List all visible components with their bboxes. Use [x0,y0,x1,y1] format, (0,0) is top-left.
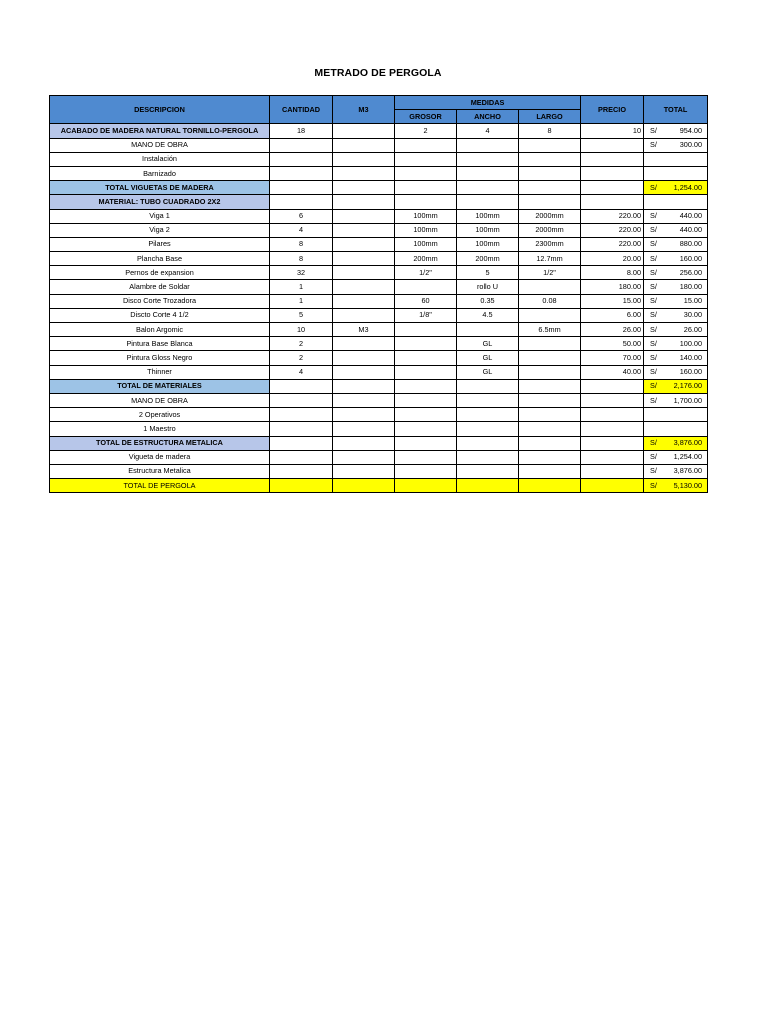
header-precio: PRECIO [581,96,644,124]
cell-grosor [395,464,457,478]
cell-descripcion: Pintura Base Blanca [50,337,270,351]
cell-cantidad [270,393,333,407]
cell-descripcion: Viga 1 [50,209,270,223]
cell-precio [581,166,644,180]
cell-grosor [395,166,457,180]
currency-symbol: S/ [650,438,657,448]
cell-total [644,393,708,407]
cell-grosor [395,337,457,351]
cell-ancho [457,323,519,337]
table-row [50,166,708,180]
cell-cantidad [270,138,333,152]
cell-m3 [333,294,395,308]
currency-symbol: S/ [650,452,657,462]
cell-m3 [333,351,395,365]
cell-precio: 6.00 [581,308,644,322]
cell-precio: 180.00 [581,280,644,294]
cell-total [644,479,708,493]
cell-ancho: 0.35 [457,294,519,308]
table-row [50,181,708,195]
cell-ancho: rollo U [457,280,519,294]
cell-precio: 10 [581,124,644,138]
cell-largo [519,351,581,365]
cell-ancho [457,450,519,464]
cell-precio [581,450,644,464]
cell-largo [519,450,581,464]
cell-total [644,408,708,422]
currency-symbol: S/ [650,466,657,476]
table-row [50,152,708,166]
cell-largo [519,181,581,195]
cell-grosor: 100mm [395,223,457,237]
metrado-table [49,95,708,493]
header-descripcion: DESCRIPCION [50,96,270,124]
cell-descripcion: Pernos de expansion [50,266,270,280]
cell-descripcion: MANO DE OBRA [50,393,270,407]
cell-total [644,138,708,152]
cell-cantidad [270,408,333,422]
table-row [50,308,708,322]
cell-total [644,252,708,266]
cell-grosor [395,393,457,407]
table-row [50,436,708,450]
cell-ancho: 200mm [457,252,519,266]
cell-m3 [333,223,395,237]
table-row [50,124,708,138]
cell-descripcion: TOTAL VIGUETAS DE MADERA [50,181,270,195]
cell-precio: 20.00 [581,252,644,266]
cell-largo [519,379,581,393]
total-amount: 256.00 [679,267,703,277]
cell-cantidad: 10 [270,323,333,337]
cell-ancho [457,436,519,450]
cell-m3 [333,365,395,379]
cell-cantidad: 32 [270,266,333,280]
cell-largo [519,138,581,152]
cell-ancho: GL [457,365,519,379]
currency-symbol: S/ [650,381,657,391]
currency-symbol: S/ [650,267,657,277]
table-row [50,280,708,294]
cell-cantidad [270,436,333,450]
cell-precio [581,464,644,478]
cell-total [644,223,708,237]
cell-cantidad [270,450,333,464]
total-amount: 880.00 [679,239,703,249]
cell-m3 [333,450,395,464]
cell-cantidad: 4 [270,365,333,379]
cell-descripcion: Pintura Gloss Negro [50,351,270,365]
total-amount: 15.00 [683,296,703,306]
total-amount: 1,700.00 [673,395,703,405]
cell-ancho: 4.5 [457,308,519,322]
cell-ancho: 100mm [457,237,519,251]
cell-descripcion: Pilares [50,237,270,251]
currency-symbol: S/ [650,367,657,377]
cell-precio [581,379,644,393]
cell-total [644,450,708,464]
cell-descripcion: Barnizado [50,166,270,180]
cell-ancho [457,464,519,478]
cell-cantidad [270,195,333,209]
total-amount: 3,876.00 [673,438,703,448]
cell-total [644,209,708,223]
cell-m3 [333,436,395,450]
total-amount: 440.00 [679,211,703,221]
cell-grosor [395,152,457,166]
cell-cantidad: 1 [270,280,333,294]
currency-symbol: S/ [650,395,657,405]
cell-largo: 8 [519,124,581,138]
table-row [50,195,708,209]
header-row [50,96,708,110]
cell-largo [519,280,581,294]
currency-symbol: S/ [650,338,657,348]
header-total: TOTAL [644,96,708,124]
cell-grosor [395,351,457,365]
cell-precio [581,408,644,422]
cell-cantidad: 5 [270,308,333,322]
cell-total [644,365,708,379]
table-row [50,252,708,266]
cell-m3: M3 [333,323,395,337]
table-row [50,223,708,237]
cell-grosor: 1/2" [395,266,457,280]
cell-ancho [457,138,519,152]
cell-precio [581,436,644,450]
cell-grosor: 200mm [395,252,457,266]
total-amount: 5,130.00 [673,480,703,490]
cell-cantidad [270,464,333,478]
currency-symbol: S/ [650,310,657,320]
cell-m3 [333,166,395,180]
page-title: METRADO DE PERGOLA [314,67,442,79]
cell-total [644,266,708,280]
table-row [50,464,708,478]
cell-grosor [395,408,457,422]
currency-symbol: S/ [650,480,657,490]
cell-m3 [333,181,395,195]
cell-largo [519,436,581,450]
cell-m3 [333,408,395,422]
cell-m3 [333,124,395,138]
cell-cantidad: 6 [270,209,333,223]
cell-ancho [457,195,519,209]
cell-precio: 220.00 [581,209,644,223]
currency-symbol: S/ [650,125,657,135]
cell-ancho: GL [457,337,519,351]
cell-cantidad [270,181,333,195]
cell-grosor [395,450,457,464]
cell-descripcion: Balon Argomic [50,323,270,337]
cell-largo: 12.7mm [519,252,581,266]
cell-largo [519,408,581,422]
cell-largo [519,166,581,180]
cell-cantidad: 8 [270,237,333,251]
cell-m3 [333,209,395,223]
currency-symbol: S/ [650,282,657,292]
total-amount: 440.00 [679,225,703,235]
currency-symbol: S/ [650,225,657,235]
cell-descripcion: TOTAL DE ESTRUCTURA METALICA [50,436,270,450]
cell-m3 [333,464,395,478]
cell-descripcion: MANO DE OBRA [50,138,270,152]
table-body [50,124,708,493]
table-row [50,408,708,422]
cell-descripcion: Disco Corte Trozadora [50,294,270,308]
cell-largo [519,195,581,209]
cell-grosor [395,422,457,436]
cell-cantidad [270,379,333,393]
cell-largo: 2000mm [519,223,581,237]
cell-largo [519,308,581,322]
cell-precio [581,393,644,407]
cell-total [644,436,708,450]
currency-symbol: S/ [650,296,657,306]
cell-ancho [457,181,519,195]
cell-precio: 15.00 [581,294,644,308]
cell-largo: 2000mm [519,209,581,223]
cell-descripcion: 1 Maestro [50,422,270,436]
cell-ancho [457,152,519,166]
cell-total [644,308,708,322]
cell-largo: 2300mm [519,237,581,251]
header-m3: M3 [333,96,395,124]
cell-total [644,464,708,478]
cell-precio [581,422,644,436]
cell-precio [581,152,644,166]
cell-ancho [457,422,519,436]
cell-grosor: 60 [395,294,457,308]
header-largo: LARGO [519,110,581,124]
cell-m3 [333,152,395,166]
cell-ancho [457,393,519,407]
cell-m3 [333,422,395,436]
cell-descripcion: Plancha Base [50,252,270,266]
cell-m3 [333,379,395,393]
cell-ancho [457,408,519,422]
cell-precio [581,195,644,209]
total-amount: 300.00 [679,140,703,150]
cell-precio: 26.00 [581,323,644,337]
cell-precio [581,479,644,493]
cell-grosor [395,436,457,450]
table-row [50,337,708,351]
table-row [50,393,708,407]
cell-cantidad: 4 [270,223,333,237]
currency-symbol: S/ [650,324,657,334]
total-amount: 140.00 [679,352,703,362]
cell-largo [519,422,581,436]
currency-symbol: S/ [650,352,657,362]
cell-total [644,294,708,308]
cell-descripcion: MATERIAL: TUBO CUADRADO 2X2 [50,195,270,209]
cell-precio: 50.00 [581,337,644,351]
table-row [50,266,708,280]
cell-largo: 0.08 [519,294,581,308]
table-row [50,237,708,251]
cell-ancho [457,479,519,493]
total-amount: 160.00 [679,367,703,377]
cell-descripcion: Estructura Metalica [50,464,270,478]
cell-m3 [333,308,395,322]
currency-symbol: S/ [650,140,657,150]
table-row [50,209,708,223]
cell-grosor [395,323,457,337]
cell-m3 [333,266,395,280]
table-row [50,365,708,379]
cell-largo [519,464,581,478]
cell-descripcion: Alambre de Soldar [50,280,270,294]
cell-total [644,280,708,294]
table-row [50,138,708,152]
cell-descripcion: TOTAL DE PERGOLA [50,479,270,493]
cell-grosor [395,365,457,379]
cell-m3 [333,337,395,351]
cell-descripcion: TOTAL DE MATERIALES [50,379,270,393]
total-amount: 100.00 [679,338,703,348]
cell-precio [581,181,644,195]
cell-largo [519,479,581,493]
cell-grosor: 100mm [395,237,457,251]
cell-descripcion: ACABADO DE MADERA NATURAL TORNILLO-PERGOLA [50,124,270,138]
cell-descripcion: Viga 2 [50,223,270,237]
cell-ancho [457,379,519,393]
total-amount: 3,876.00 [673,466,703,476]
cell-total [644,323,708,337]
cell-cantidad [270,479,333,493]
cell-m3 [333,280,395,294]
cell-total [644,379,708,393]
cell-ancho: 100mm [457,209,519,223]
cell-grosor: 2 [395,124,457,138]
cell-grosor [395,138,457,152]
cell-cantidad: 1 [270,294,333,308]
cell-grosor [395,280,457,294]
cell-largo [519,365,581,379]
cell-grosor [395,181,457,195]
cell-m3 [333,393,395,407]
cell-m3 [333,479,395,493]
total-amount: 160.00 [679,253,703,263]
total-amount: 2,176.00 [673,381,703,391]
cell-total [644,152,708,166]
table-row [50,294,708,308]
cell-m3 [333,252,395,266]
cell-cantidad: 8 [270,252,333,266]
cell-descripcion: Discto Corte 4 1/2 [50,308,270,322]
cell-cantidad [270,152,333,166]
cell-cantidad: 18 [270,124,333,138]
table-row [50,323,708,337]
cell-precio: 220.00 [581,237,644,251]
cell-total [644,195,708,209]
cell-largo: 6.5mm [519,323,581,337]
currency-symbol: S/ [650,182,657,192]
cell-total [644,166,708,180]
currency-symbol: S/ [650,211,657,221]
cell-precio: 8.00 [581,266,644,280]
cell-total [644,181,708,195]
cell-total [644,237,708,251]
cell-grosor [395,379,457,393]
cell-grosor [395,479,457,493]
cell-cantidad: 2 [270,337,333,351]
cell-ancho: 5 [457,266,519,280]
header-medidas: MEDIDAS [395,96,581,110]
header-grosor: GROSOR [395,110,457,124]
cell-total [644,337,708,351]
cell-m3 [333,138,395,152]
cell-cantidad: 2 [270,351,333,365]
cell-total [644,124,708,138]
cell-precio: 70.00 [581,351,644,365]
total-amount: 26.00 [683,324,703,334]
cell-precio [581,138,644,152]
total-amount: 954.00 [679,125,703,135]
cell-descripcion: Instalación [50,152,270,166]
cell-ancho: 4 [457,124,519,138]
cell-largo [519,337,581,351]
table-row [50,351,708,365]
cell-largo [519,393,581,407]
currency-symbol: S/ [650,253,657,263]
cell-largo: 1/2" [519,266,581,280]
cell-largo [519,152,581,166]
cell-precio: 220.00 [581,223,644,237]
cell-grosor: 1/8" [395,308,457,322]
table-row [50,450,708,464]
total-amount: 180.00 [679,282,703,292]
cell-cantidad [270,422,333,436]
cell-total [644,351,708,365]
cell-total [644,422,708,436]
cell-ancho: 100mm [457,223,519,237]
header-cantidad: CANTIDAD [270,96,333,124]
cell-precio: 40.00 [581,365,644,379]
table-row [50,379,708,393]
total-amount: 30.00 [683,310,703,320]
total-amount: 1,254.00 [673,182,703,192]
cell-ancho: GL [457,351,519,365]
cell-descripcion: Thinner [50,365,270,379]
cell-ancho [457,166,519,180]
cell-m3 [333,237,395,251]
cell-grosor [395,195,457,209]
table-row [50,479,708,493]
currency-symbol: S/ [650,239,657,249]
cell-cantidad [270,166,333,180]
table-row [50,422,708,436]
cell-m3 [333,195,395,209]
cell-grosor: 100mm [395,209,457,223]
header-ancho: ANCHO [457,110,519,124]
total-amount: 1,254.00 [673,452,703,462]
cell-descripcion: Vigueta de madera [50,450,270,464]
cell-descripcion: 2 Operativos [50,408,270,422]
